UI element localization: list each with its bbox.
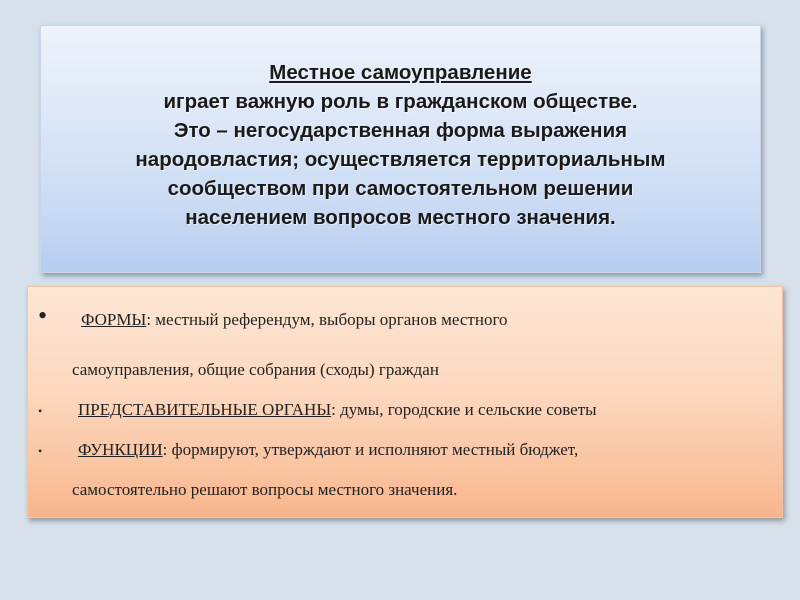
definition-box: [40, 25, 761, 273]
functions-text-2: самостоятельно решают вопросы местного значения.: [72, 480, 458, 499]
organs-line-1: [78, 400, 597, 420]
forms-line-1: [81, 310, 508, 330]
functions-line-2: [72, 480, 457, 500]
functions-text-1: : формируют, утверждают и исполняют местный бюджет,: [162, 440, 579, 459]
details-list: [28, 287, 782, 517]
definition-line-5: сообществом при самостоятельном решении: [167, 177, 634, 200]
functions-line-1: [78, 440, 578, 460]
bullet-marker-functions: •: [38, 444, 43, 458]
bullet-marker-forms: •: [38, 301, 48, 330]
definition-title: Местное самоуправление: [269, 61, 532, 84]
definition-line-2: играет важную роль в гражданском обществе.: [163, 90, 638, 113]
definition-line-6: населением вопросов местного значения.: [185, 206, 616, 229]
forms-text-2: самоуправления, общие собрания (сходы) граждан: [72, 360, 439, 379]
forms-text-1: : местный референдум, выборы органов местного: [146, 310, 508, 329]
organs-text-1: : думы, городские и сельские советы: [331, 400, 597, 419]
forms-line-2: [72, 360, 439, 380]
organs-label: ПРЕДСТАВИТЕЛЬНЫЕ ОРГАНЫ: [78, 400, 332, 419]
definition-line-4: народовластия; осуществляется территориальным: [135, 148, 666, 171]
definition-line-3: Это – негосударственная форма выражения: [173, 119, 628, 142]
definition-text: [41, 58, 760, 232]
functions-label: ФУНКЦИИ: [78, 440, 163, 459]
bullet-marker-organs: •: [38, 404, 43, 418]
details-box: [27, 286, 783, 518]
forms-label: ФОРМЫ: [81, 310, 147, 329]
